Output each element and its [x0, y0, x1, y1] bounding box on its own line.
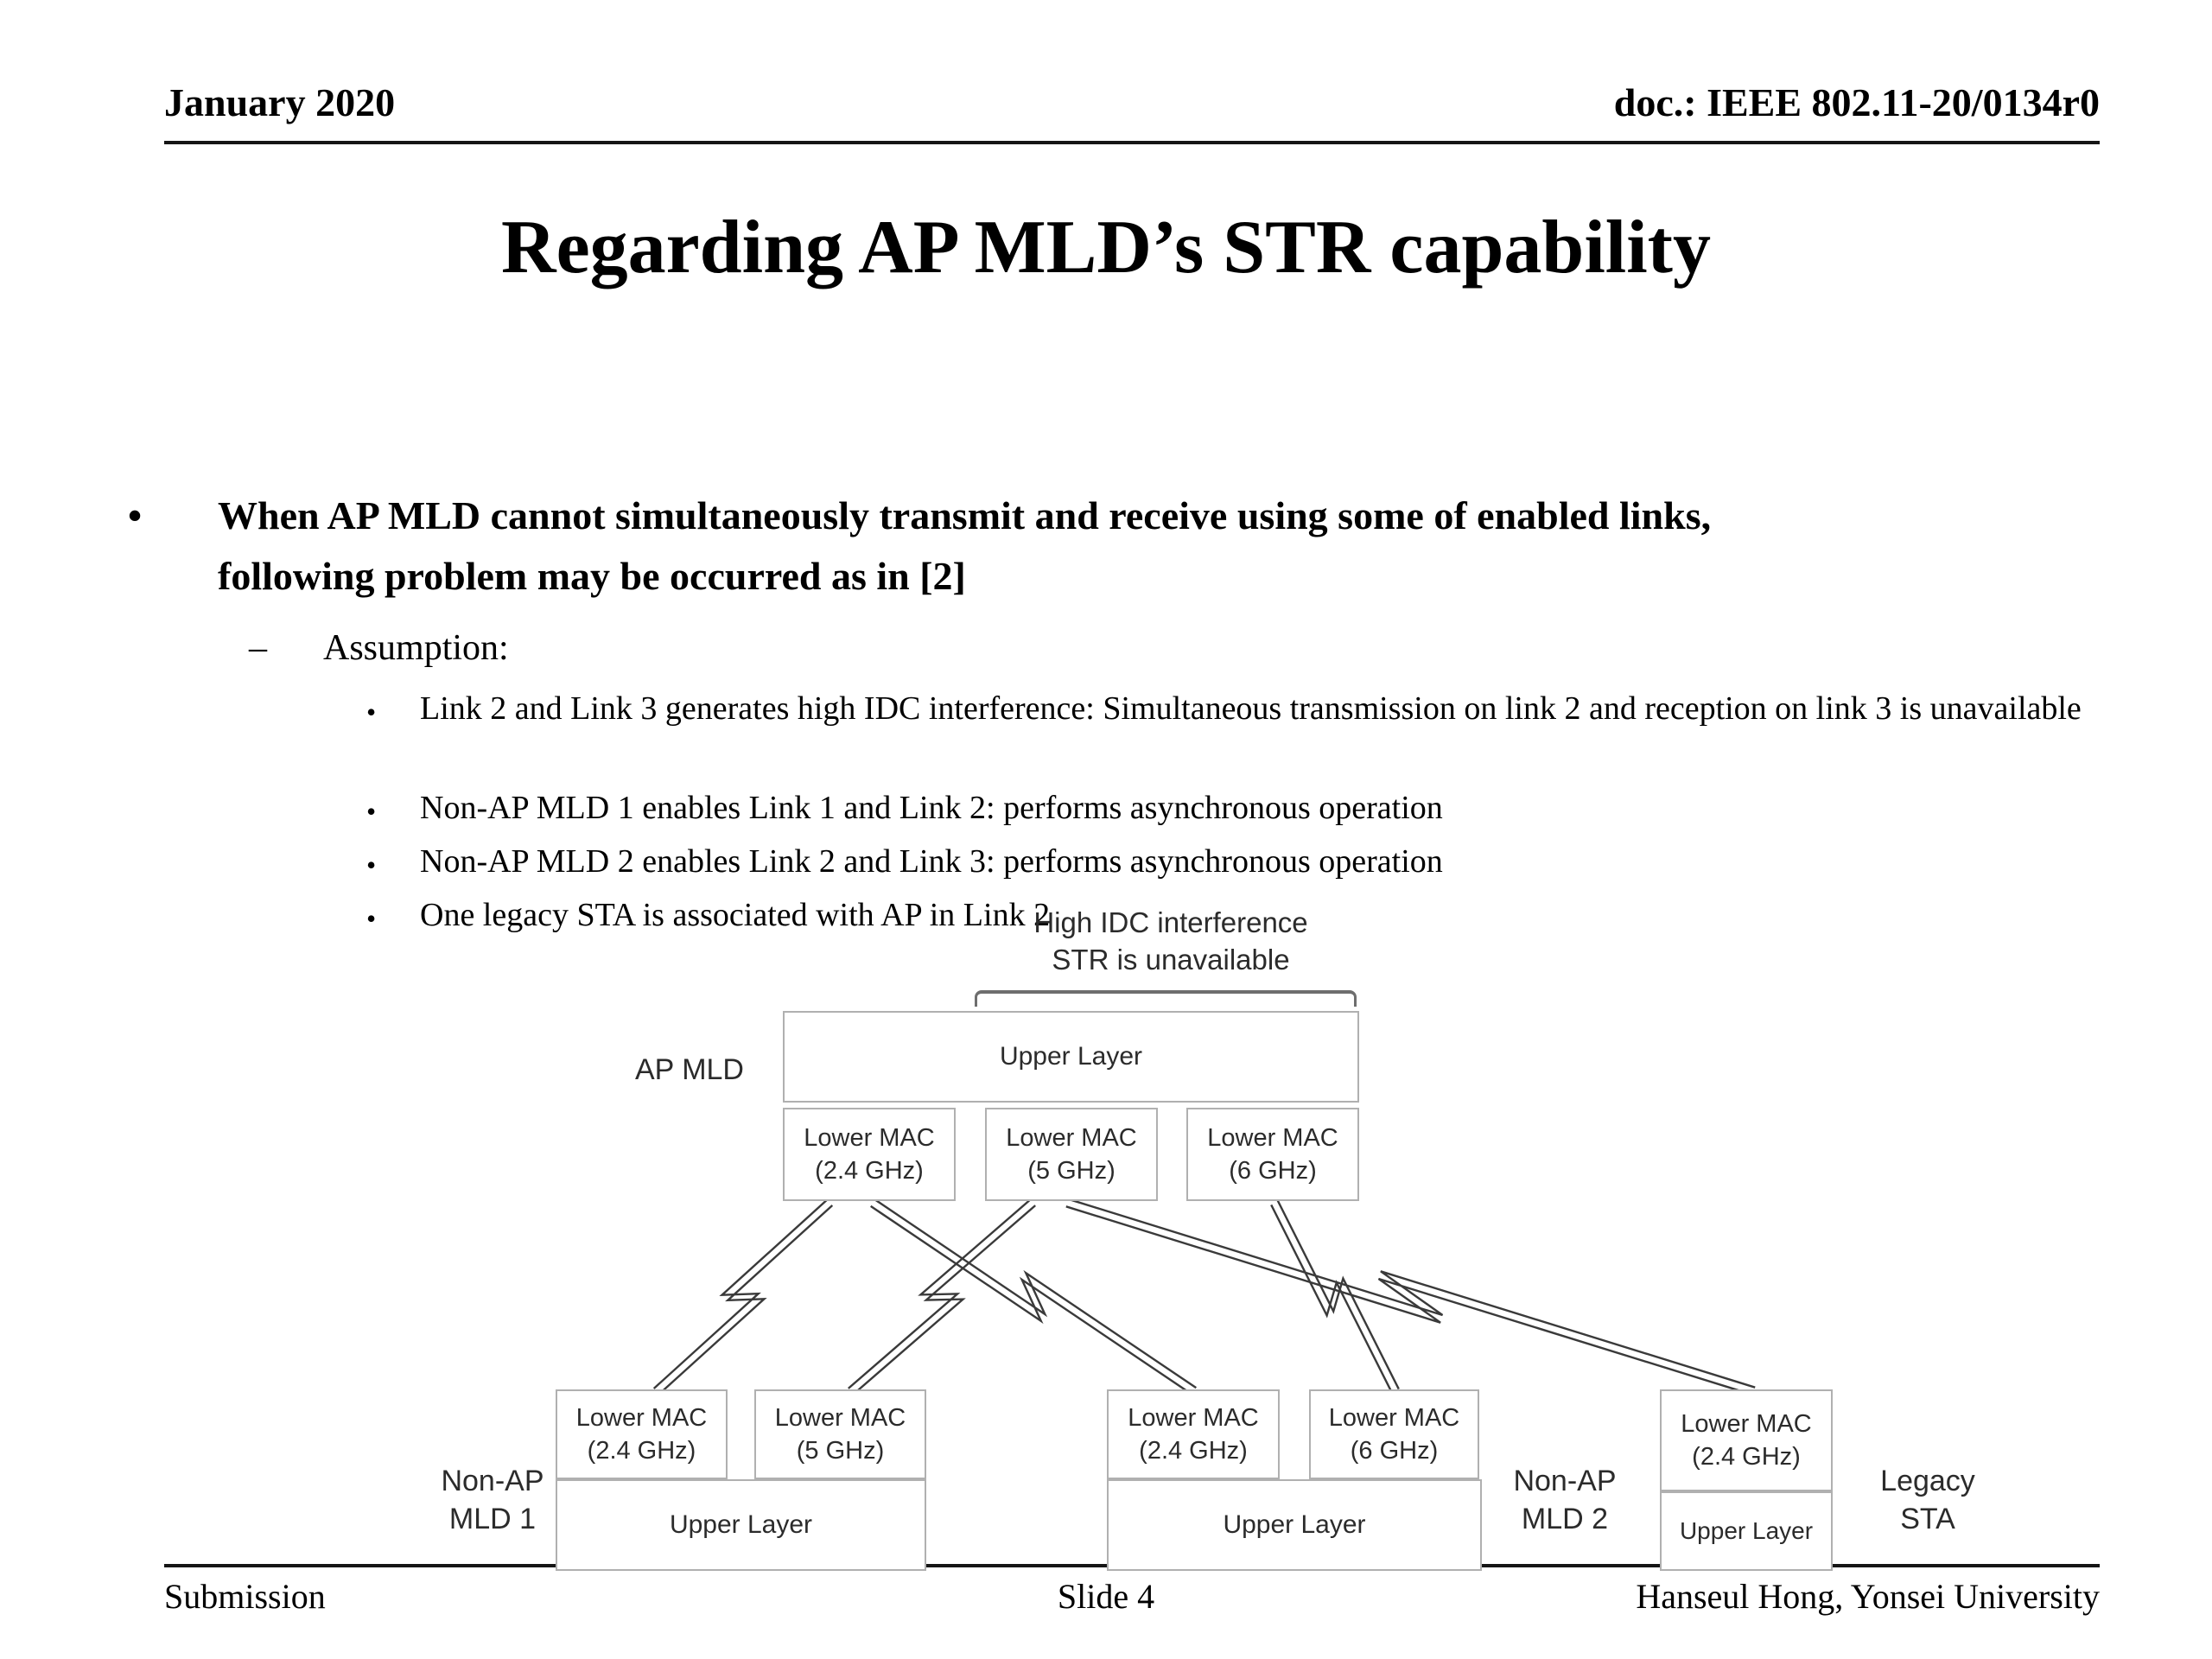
idc-annotation-line1: High IDC interference [1033, 906, 1308, 938]
bullet-icon: • [366, 796, 377, 827]
legacy-upper-layer-box [1660, 1491, 1833, 1571]
mld1-lower-mac-24-box [556, 1389, 728, 1479]
upper-layer-text: Upper Layer [999, 1042, 1143, 1071]
bullet-icon: • [366, 849, 377, 880]
mld2-lower-mac-6-box [1309, 1389, 1479, 1479]
ap-mld-label [620, 1051, 759, 1089]
label-line: MLD 1 [448, 1503, 537, 1535]
non-ap-mld1-label [423, 1462, 562, 1538]
ap-mld-label-text: AP MLD [635, 1053, 744, 1086]
footer-slide-number: Slide 4 [1057, 1577, 1155, 1616]
header-doc-id: doc.: IEEE 802.11-20/0134r0 [1613, 80, 2100, 124]
dash-bullet-icon: – [249, 628, 267, 668]
label-line: STA [1900, 1503, 1955, 1535]
header-date: January 2020 [164, 80, 396, 124]
idc-annotation-line2: STR is unavailable [1052, 944, 1290, 976]
lower-mac-text: Lower MAC [804, 1124, 935, 1152]
non-ap-mld2-label [1491, 1462, 1638, 1538]
lower-mac-text: Lower MAC [1006, 1124, 1137, 1152]
upper-layer-text: Upper Layer [1679, 1517, 1814, 1544]
band-text: (6 GHz) [1229, 1157, 1317, 1185]
wireless-link-bolt [659, 1205, 832, 1394]
lower-mac-text: Lower MAC [575, 1404, 708, 1432]
band-text: (2.4 GHz) [815, 1157, 924, 1185]
ap-lower-mac-6-box [1186, 1108, 1359, 1201]
lower-mac-text: Lower MAC [1328, 1404, 1460, 1432]
band-text: (2.4 GHz) [587, 1437, 696, 1465]
wireless-link-bolt [1271, 1205, 1392, 1393]
band-text: (6 GHz) [1350, 1437, 1439, 1465]
main-bullet-line2: following problem may be occurred as in [2] [218, 554, 966, 598]
bullet-icon: • [128, 493, 143, 537]
band-text: (2.4 GHz) [1139, 1437, 1248, 1465]
mld2-upper-layer-box [1107, 1479, 1482, 1571]
assumption-item: Non-AP MLD 2 enables Link 2 and Link 3: performs asynchronous operation [420, 843, 1443, 880]
assumption-item: One legacy STA is associated with AP in Link 2 [420, 897, 1051, 933]
wireless-link-bolt [871, 1206, 1192, 1395]
upper-layer-text: Upper Layer [669, 1510, 813, 1539]
legacy-sta-label [1854, 1462, 2001, 1538]
ap-lower-mac-24-box [783, 1108, 956, 1201]
mld1-upper-layer-box [556, 1479, 926, 1571]
label-line: MLD 2 [1521, 1503, 1609, 1535]
legacy-lower-mac-24-box [1660, 1389, 1833, 1491]
upper-layer-text: Upper Layer [1223, 1510, 1366, 1539]
band-text: (2.4 GHz) [1692, 1443, 1801, 1471]
bullet-icon: • [366, 903, 377, 934]
idc-annotation [899, 904, 1443, 978]
wireless-link-bolt [1066, 1206, 1753, 1395]
slide-title: Regarding AP MLD’s STR capability [501, 206, 1711, 289]
mld1-lower-mac-5-box [754, 1389, 926, 1479]
idc-interference-bracket [975, 990, 1357, 1007]
ap-upper-layer-box [783, 1011, 1359, 1103]
label-line: Non-AP [441, 1465, 544, 1497]
lower-mac-text: Lower MAC [774, 1404, 906, 1432]
assumption-item: Link 2 and Link 3 generates high IDC interference: Simultaneous transmission on link 2 and reception on link 3 is unavailable [420, 690, 2082, 727]
band-text: (5 GHz) [796, 1437, 885, 1465]
lower-mac-text: Lower MAC [1128, 1404, 1259, 1432]
band-text: (5 GHz) [1027, 1157, 1116, 1185]
label-line: Non-AP [1513, 1465, 1617, 1497]
mld2-lower-mac-24-box [1107, 1389, 1280, 1479]
assumption-label: Assumption: [323, 628, 509, 668]
footer-author: Hanseul Hong, Yonsei University [1636, 1577, 2100, 1616]
main-bullet-line1: When AP MLD cannot simultaneously transmit and receive using some of enabled links, [218, 493, 1712, 537]
ap-lower-mac-5-box [985, 1108, 1158, 1201]
assumption-item: Non-AP MLD 1 enables Link 1 and Link 2: performs asynchronous operation [420, 790, 1443, 826]
label-line: Legacy [1880, 1465, 1975, 1497]
lower-mac-text: Lower MAC [1207, 1124, 1338, 1152]
footer-submission: Submission [164, 1577, 326, 1616]
wireless-link-bolt [654, 1200, 827, 1389]
wireless-link-bolt [1068, 1199, 1755, 1388]
lower-mac-text: Lower MAC [1681, 1410, 1812, 1438]
bullet-icon: • [366, 696, 377, 728]
